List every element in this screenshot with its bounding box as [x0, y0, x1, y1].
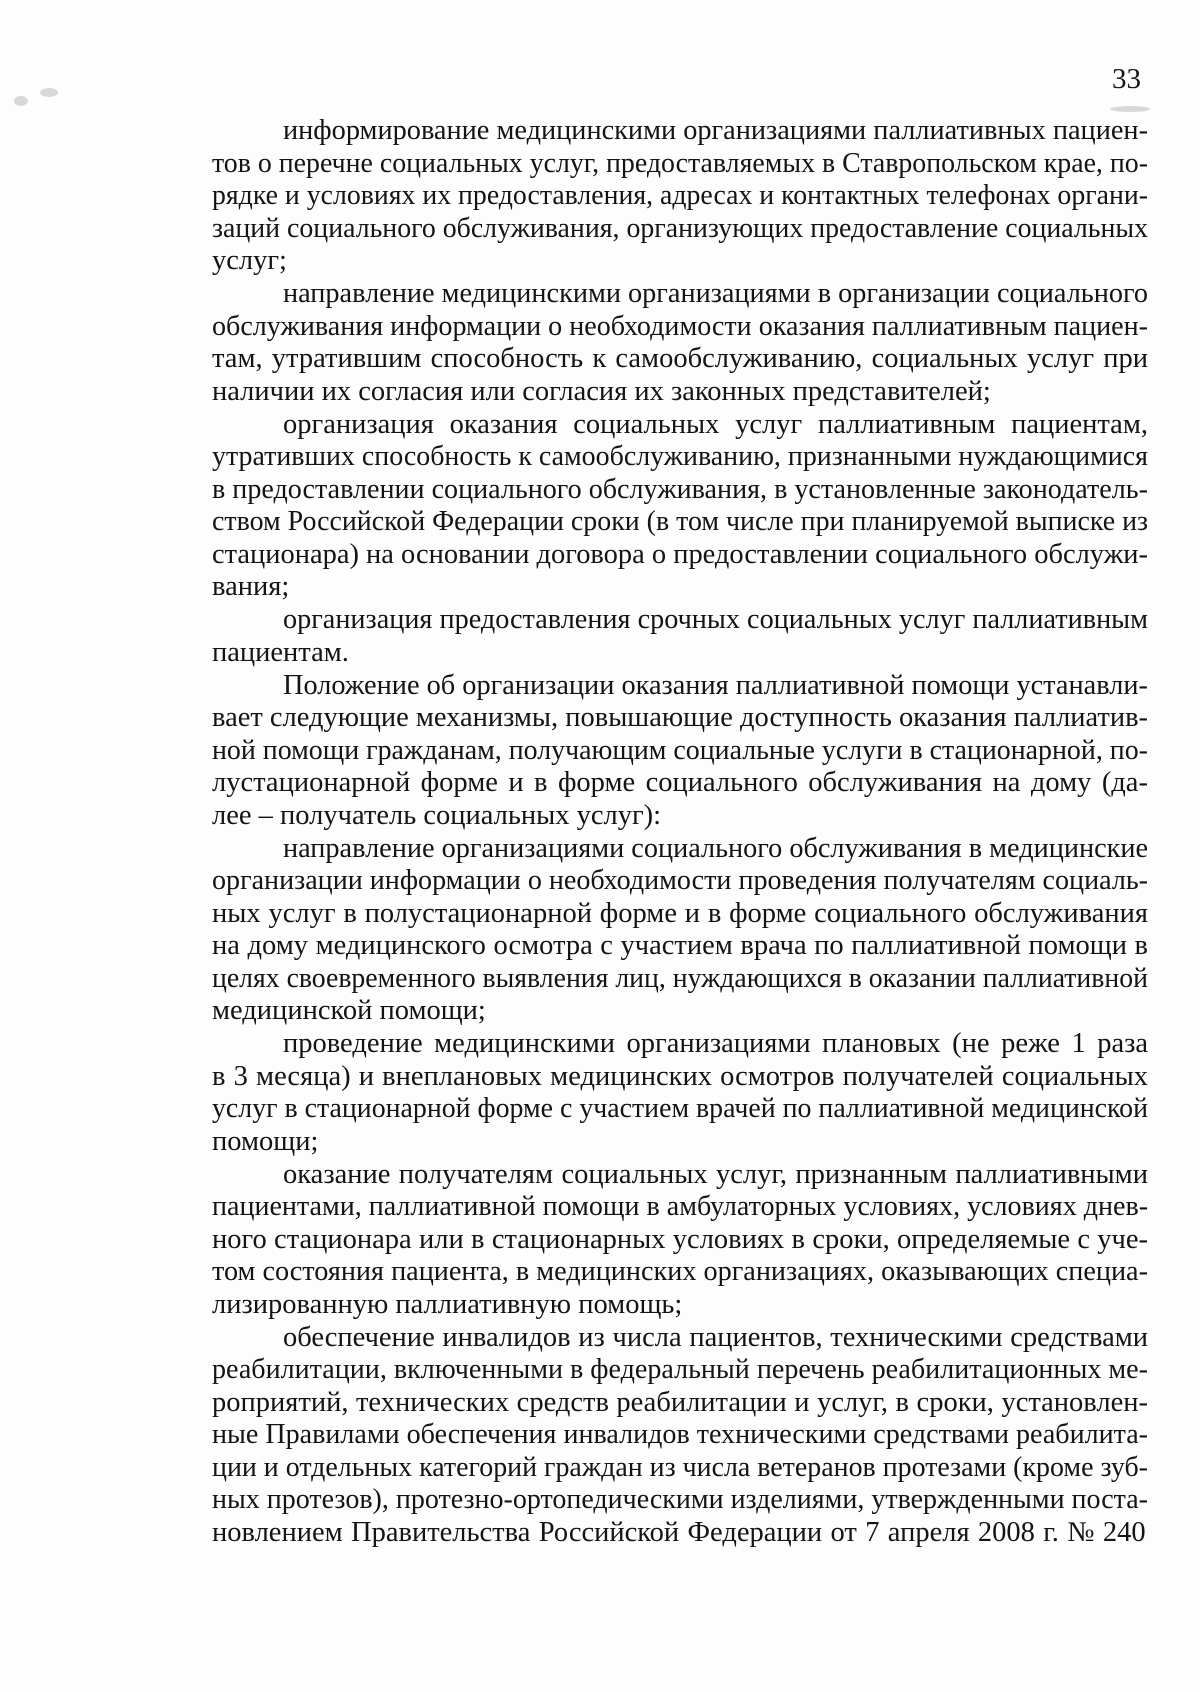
text-line: ной помощи гражданам, получающим социальные услуги в стационарной, по- — [212, 734, 1148, 766]
text-line: помощи; — [212, 1125, 319, 1157]
text-line: наличии их согласия или согласия их законных представителей; — [212, 375, 991, 407]
text-line: заций социального обслуживания, организующих предоставление социальных — [212, 212, 1149, 244]
text-line: том состояния пациента, в медицинских организациях, оказывающих специа- — [212, 1256, 1148, 1287]
text-line: проведение медицинскими организациями плановых (не реже 1 раза — [283, 1028, 1149, 1059]
text-line: тов о перечне социальных услуг, предоставляемых в Ставропольском крае, по- — [212, 147, 1148, 179]
scan-speck — [40, 88, 58, 97]
text-line: организация предоставления срочных социальных услуг паллиативным — [283, 604, 1149, 635]
text-line: лее – получатель социальных услуг): — [212, 799, 662, 831]
text-line: ные Правилами обеспечения инвалидов техническими средствами реабилита- — [212, 1419, 1149, 1450]
text-line: информирование медицинскими организациями паллиативных пациен- — [283, 115, 1149, 146]
text-line: ного стационара или в стационарных условиях в сроки, определяемые с уче- — [212, 1223, 1149, 1255]
paragraph — [212, 604, 1148, 669]
text-line: пациентам. — [212, 636, 349, 668]
text-line: там, утратившим способность к самообслуживанию, социальных услуг при — [212, 343, 1148, 374]
paragraph — [212, 1159, 1148, 1322]
text-line: новлением Правительства Российской Федерации от 7 апреля 2008 г. № 240 — [212, 1516, 1146, 1548]
text-line: организация оказания социальных услуг паллиативным пациентам, — [283, 408, 1148, 440]
text-line: вает следующие механизмы, повышающие доступность оказания паллиатив- — [212, 702, 1149, 733]
text-line: Положение об организации оказания паллиативной помощи устанавли- — [283, 669, 1148, 701]
text-line: направление организациями социального обслуживания в медицинские — [283, 832, 1149, 864]
text-line: стационара) на основании договора о предоставлении социального обслужи- — [212, 538, 1149, 570]
paragraph — [212, 1028, 1148, 1158]
text-line: рядке и условиях их предоставления, адресах и контактных телефонах органи- — [212, 180, 1148, 211]
paragraph — [212, 278, 1148, 408]
text-line: реабилитации, включенными в федеральный перечень реабилитационных ме- — [212, 1354, 1149, 1385]
text-line: лустационарной форме и в форме социального обслуживания на дому (да- — [212, 767, 1148, 798]
text-line: в 3 месяца) и внеплановых медицинских осмотров получателей социальных — [212, 1060, 1149, 1092]
text-line: целях своевременного выявления лиц, нуждающихся в оказании паллиативной — [212, 962, 1148, 994]
paragraph — [212, 115, 1148, 278]
text-line: услуг; — [212, 245, 287, 276]
text-line: пациентами, паллиативной помощи в амбулаторных условиях, условиях днев- — [212, 1191, 1149, 1222]
text-line: ных протезов), протезно-ортопедическими изделиями, утвержденными поста- — [212, 1484, 1149, 1515]
text-line: вания; — [212, 571, 290, 602]
paragraph — [212, 833, 1148, 1028]
scan-speck — [1110, 106, 1150, 112]
text-line: ством Российской Федерации сроки (в том числе при планируемой выписке из — [212, 506, 1149, 537]
text-line: организации информации о необходимости проведения получателям социаль- — [212, 865, 1149, 896]
body-text — [212, 115, 1148, 1550]
text-line: медицинской помощи; — [212, 995, 486, 1026]
text-line: роприятий, технических средств реабилитации и услуг, в сроки, установлен- — [212, 1386, 1148, 1418]
text-line: утративших способность к самообслуживанию, признанными нуждающимися — [212, 441, 1148, 472]
page-number: 33 — [1112, 63, 1141, 95]
text-line: направление медицинскими организациями в организации социального — [283, 278, 1148, 309]
text-line: обеспечение инвалидов из числа пациентов, техническими средствами — [283, 1321, 1149, 1353]
text-line: в предоставлении социального обслуживания, в установленные законодатель- — [212, 473, 1148, 505]
text-line: оказание получателям социальных услуг, признанным паллиативными — [283, 1158, 1148, 1190]
scan-speck — [14, 96, 28, 106]
text-line: на дому медицинского осмотра с участием врача по паллиативной помощи в — [212, 930, 1149, 961]
text-line: обслуживания информации о необходимости оказания паллиативным пациен- — [212, 310, 1148, 342]
paragraph — [212, 409, 1148, 604]
text-line: лизированную паллиативную помощь; — [212, 1288, 683, 1320]
text-line: ных услуг в полустационарной форме и в форме социального обслуживания — [212, 897, 1148, 929]
paragraph — [212, 670, 1148, 833]
text-line: ции и отдельных категорий граждан из числа ветеранов протезами (кроме зуб- — [212, 1451, 1148, 1483]
text-line: услуг в стационарной форме с участием врачей по паллиативной медицинской — [212, 1093, 1149, 1124]
paragraph — [212, 1322, 1148, 1550]
